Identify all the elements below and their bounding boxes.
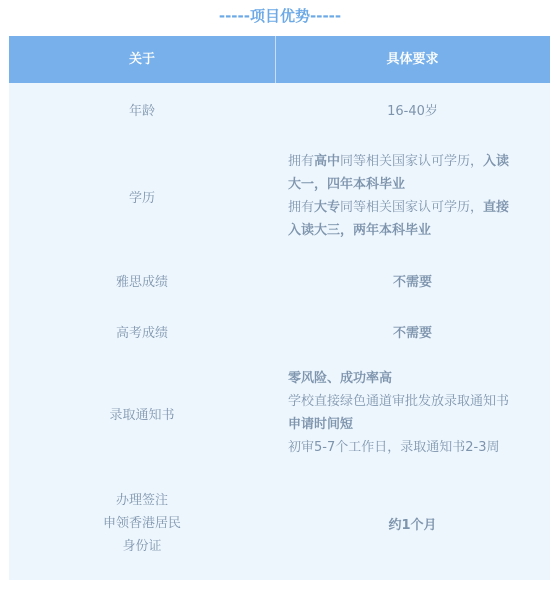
bold-text: 高中 — [314, 154, 341, 169]
visa-label-line-1: 办理签注 — [115, 493, 168, 508]
offer-line-4: 初审5-7个工作日，录取通知书2-3周 — [288, 440, 500, 455]
row-value — [275, 135, 550, 257]
row-value: 不需要 — [392, 325, 432, 341]
offer-line-1: 零风险、成功率高 — [288, 371, 393, 386]
education-paragraph-1 — [288, 150, 537, 196]
advantages-table — [9, 36, 550, 580]
bold-text: 直接 — [483, 200, 510, 215]
section-title: -----项目优势----- — [218, 7, 342, 25]
education-paragraph-2 — [288, 196, 537, 242]
table-row-age — [9, 83, 550, 135]
education-text — [275, 150, 550, 242]
table-row-offer-letter — [9, 359, 550, 467]
bold-text: 入读大三，两年本科毕业 — [288, 223, 432, 238]
row-label — [9, 467, 275, 580]
bold-text: 大一，四年本科毕业 — [288, 177, 406, 192]
header-col-requirements: 具体要求 — [386, 52, 439, 67]
row-label: 录取通知书 — [109, 407, 175, 423]
visa-label-line-2: 申领香港居民 — [102, 516, 181, 531]
text: 拥有 — [288, 154, 315, 169]
row-value: 不需要 — [392, 274, 432, 290]
bold-text: 大专 — [314, 200, 341, 215]
text: 拥有 — [288, 200, 315, 215]
table-header — [9, 36, 550, 83]
row-label: 学历 — [128, 190, 155, 206]
text: 同等相关国家认可学历， — [340, 200, 484, 215]
table-row-education — [9, 135, 550, 257]
row-value: 16-40岁 — [387, 103, 438, 119]
row-value: 约1个月 — [388, 518, 437, 533]
offer-line-2: 学校直接绿色通道审批发放录取通知书 — [288, 394, 510, 409]
visa-label-stack — [103, 489, 181, 558]
table-row-gaokao — [9, 303, 550, 359]
row-label: 年龄 — [128, 103, 155, 119]
row-label: 高考成绩 — [115, 325, 168, 341]
offer-line-3: 申请时间短 — [288, 417, 354, 432]
text: 同等相关国家认可学历， — [340, 154, 484, 169]
bold-text: 入读 — [483, 154, 510, 169]
offer-letter-text — [275, 367, 550, 459]
header-col-about: 关于 — [128, 52, 155, 67]
table-row-ielts — [9, 257, 550, 303]
table-row-visa — [9, 467, 550, 580]
row-label: 雅思成绩 — [115, 274, 168, 290]
visa-label-line-3: 身份证 — [122, 539, 162, 554]
row-value — [275, 359, 550, 467]
